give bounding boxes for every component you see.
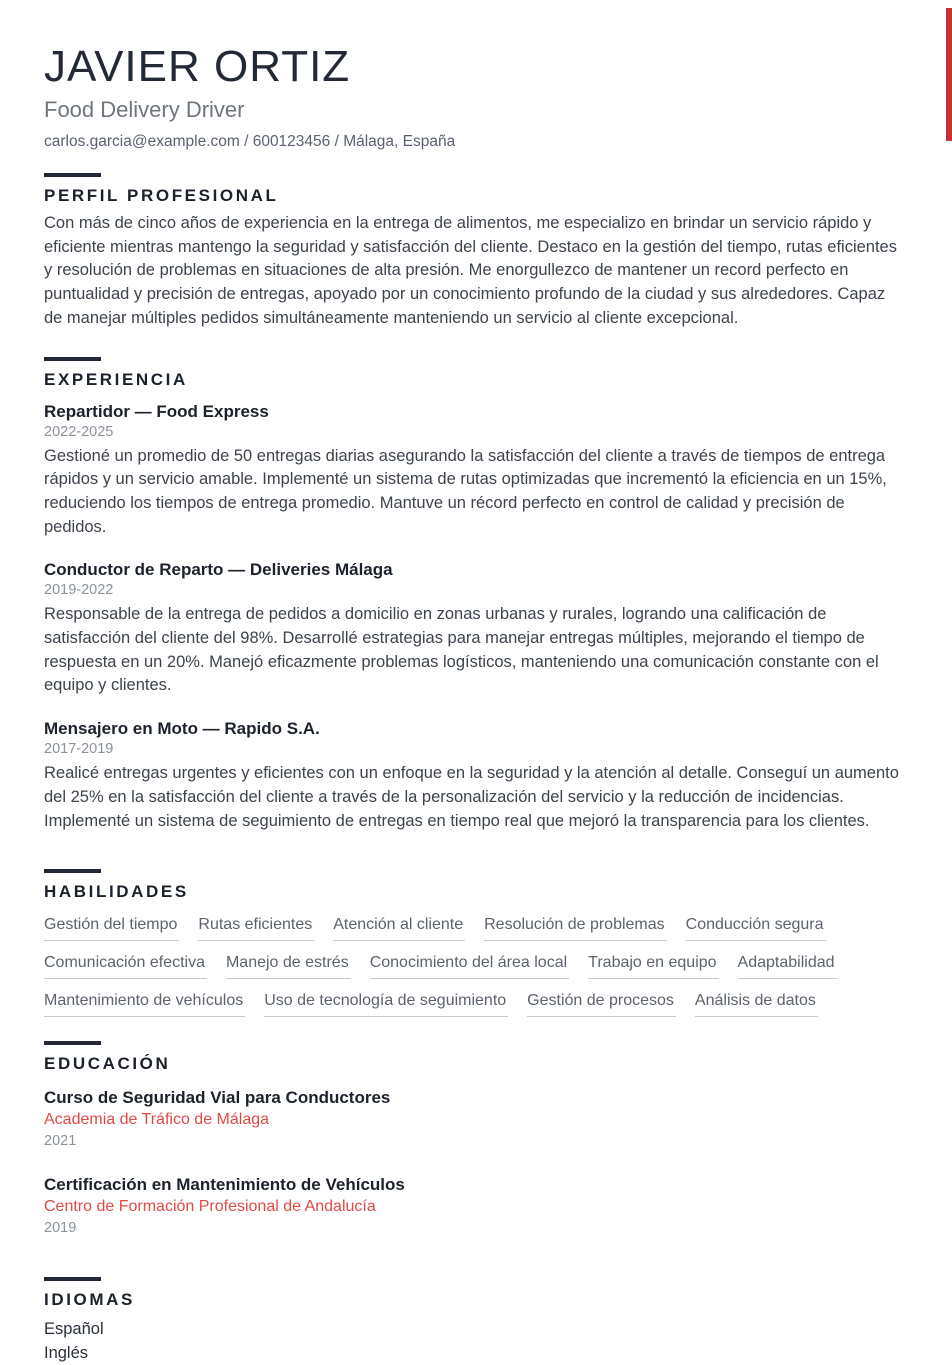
skill-tag: Conocimiento del área local bbox=[370, 953, 569, 979]
skill-tag: Atención al cliente bbox=[333, 915, 465, 941]
section-skills bbox=[44, 869, 908, 1017]
job-title: Repartidor — Food Express bbox=[44, 401, 269, 421]
job-entry bbox=[44, 719, 908, 833]
job-dates: 2017-2019 bbox=[44, 741, 114, 758]
profile-text: Con más de cinco años de experiencia en la entrega de alimentos, me especializo en brindar un servicio rápido y eficiente mientras mantengo la seguridad y satisfacción del cliente. Destaco en la gestión del tiempo, rutas eficientes y resolución de problemas en situaciones de alta presión. Me enorgullezco de mantener un record perfecto en puntualidad y precisión de entregas, apoyado por un conocimiento profundo de la ciudad y sus alrededores. Capaz de manejar múltiples pedidos simultáneamente manteniendo un servicio al cliente excepcional. bbox=[44, 214, 897, 327]
skill-tag: Rutas eficientes bbox=[198, 915, 314, 941]
languages-heading: IDIOMAS bbox=[44, 1290, 135, 1310]
education-year: 2019 bbox=[44, 1220, 77, 1237]
job-dates: 2019-2022 bbox=[44, 582, 114, 599]
language-item: Inglés bbox=[44, 1343, 89, 1362]
skills-row bbox=[44, 915, 908, 941]
education-degree: Curso de Seguridad Vial para Conductores bbox=[44, 1088, 391, 1108]
skill-tag: Manejo de estrés bbox=[226, 953, 351, 979]
job-dates: 2022-2025 bbox=[44, 423, 114, 440]
candidate-name: JAVIER ORTIZ bbox=[44, 42, 351, 91]
education-school: Centro de Formación Profesional de Andalucía bbox=[44, 1198, 376, 1216]
job-entry bbox=[44, 402, 908, 540]
skill-tag: Adaptabilidad bbox=[738, 953, 837, 979]
section-rule bbox=[44, 173, 101, 177]
language-item: Español bbox=[44, 1320, 104, 1339]
candidate-job-title: Food Delivery Driver bbox=[44, 97, 245, 122]
contact-line: carlos.garcia@example.com / 600123456 / Málaga, España bbox=[44, 133, 456, 150]
section-languages bbox=[44, 1277, 908, 1365]
skills-heading: HABILIDADES bbox=[44, 882, 189, 902]
education-heading: EDUCACIÓN bbox=[44, 1054, 171, 1074]
section-education bbox=[44, 1041, 908, 1237]
job-title: Mensajero en Moto — Rapido S.A. bbox=[44, 719, 320, 739]
education-degree: Certificación en Mantenimiento de Vehículos bbox=[44, 1175, 405, 1195]
job-title: Conductor de Reparto — Deliveries Málaga bbox=[44, 560, 393, 580]
section-rule bbox=[44, 1277, 101, 1281]
section-rule bbox=[44, 869, 101, 873]
skill-tag: Comunicación efectiva bbox=[44, 953, 207, 979]
job-description: Realicé entregas urgentes y eficientes con un enfoque en la seguridad y la atención al detalle. Conseguí un aumento del 25% en la satisfacción del cliente a través de la personalización del servicio y la reducción de incidencias. Implementé un sistema de seguimiento de entregas en tiempo real que mejoró la transparencia para los clientes. bbox=[44, 764, 899, 830]
skills-row bbox=[44, 991, 908, 1017]
section-experience bbox=[44, 357, 908, 834]
job-entry bbox=[44, 560, 908, 698]
section-rule bbox=[44, 1041, 101, 1045]
languages-list bbox=[44, 1318, 908, 1365]
skill-tag: Conducción segura bbox=[686, 915, 826, 941]
skill-tag: Gestión del tiempo bbox=[44, 915, 179, 941]
job-description: Responsable de la entrega de pedidos a domicilio en zonas urbanas y rurales, logrando una calificación de satisfacción del cliente del 98%. Desarrollé estrategias para manejar entregas múltiples, mejorando el tiempo de respuesta en un 20%. Manejó eficazmente problemas logísticos, manteniendo una comunicación constante con el equipo y clientes. bbox=[44, 605, 879, 695]
section-profile bbox=[44, 173, 908, 331]
skill-tag: Uso de tecnología de seguimiento bbox=[264, 991, 508, 1017]
skill-tag: Resolución de problemas bbox=[484, 915, 667, 941]
experience-heading: EXPERIENCIA bbox=[44, 369, 188, 389]
job-description: Gestioné un promedio de 50 entregas diarias asegurando la satisfacción del cliente a través de tiempos de entrega rápidos y un servicio amable. Implementé un sistema de rutas optimizadas que incrementó la eficiencia en un 15%, reduciendo los tiempos de entrega promedio. Mantuve un récord perfecto en control de calidad y precisión de pedidos. bbox=[44, 446, 887, 536]
skill-tag: Análisis de datos bbox=[695, 991, 818, 1017]
resume-header bbox=[44, 42, 908, 151]
skills-list bbox=[44, 915, 908, 1017]
education-school: Academia de Tráfico de Málaga bbox=[44, 1111, 270, 1129]
accent-bar bbox=[946, 8, 952, 141]
education-entry bbox=[44, 1087, 908, 1150]
skill-tag: Mantenimiento de vehículos bbox=[44, 991, 245, 1017]
skills-row bbox=[44, 953, 908, 979]
section-rule bbox=[44, 357, 101, 361]
profile-heading: PERFIL PROFESIONAL bbox=[44, 186, 279, 205]
skill-tag: Gestión de procesos bbox=[527, 991, 676, 1017]
education-entry bbox=[44, 1174, 908, 1237]
skill-tag: Trabajo en equipo bbox=[588, 953, 718, 979]
education-year: 2021 bbox=[44, 1133, 77, 1150]
